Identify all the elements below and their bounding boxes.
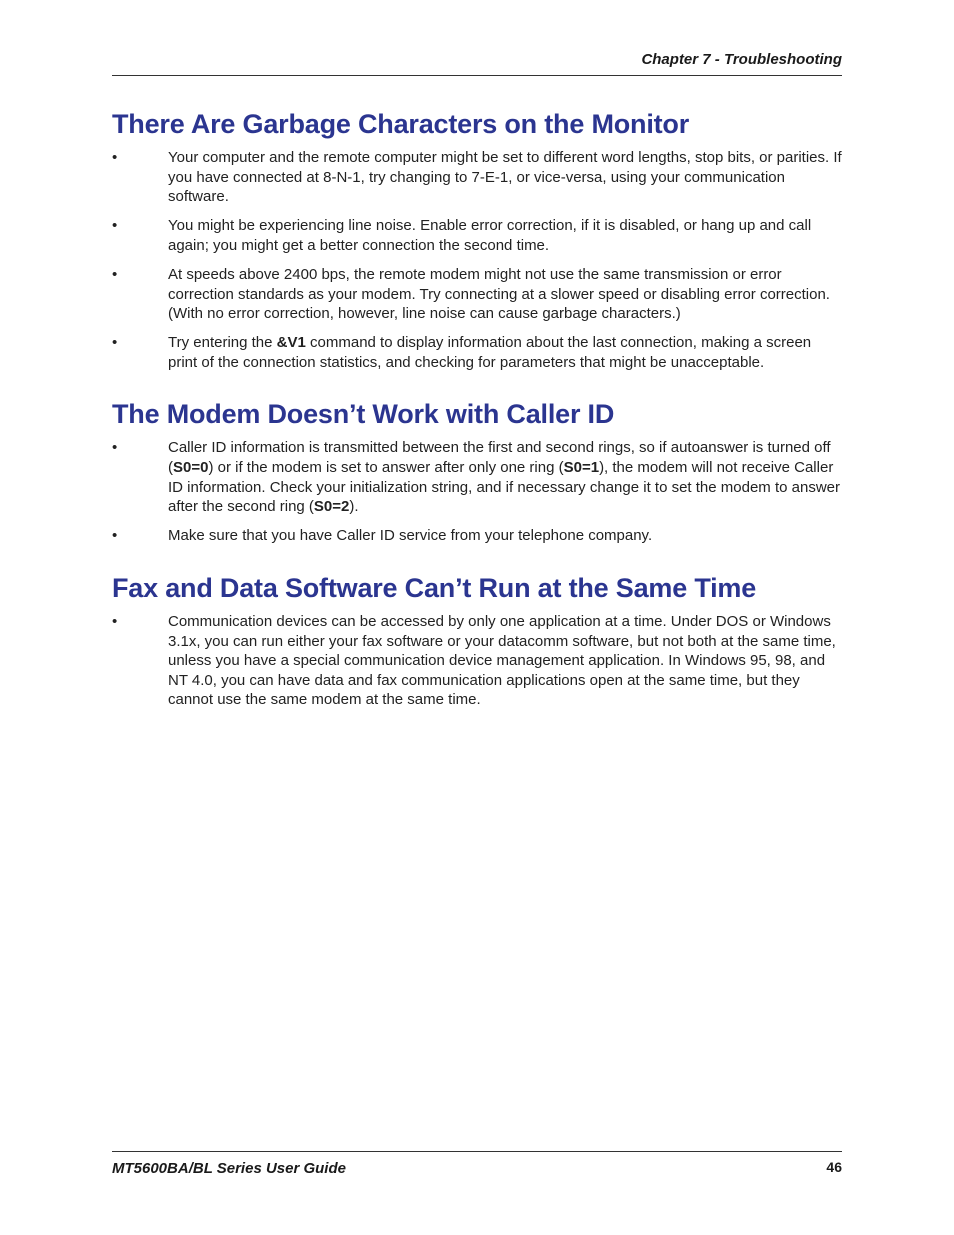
- body-text: Make sure that you have Caller ID service from your telephone company.: [168, 527, 653, 545]
- bullet-glyph: •: [112, 527, 118, 545]
- bullet-list: [112, 612, 842, 710]
- bullet-item: [112, 612, 842, 710]
- body-text: Communication devices can be accessed by only one application at a time. Under DOS or Windows 3.1x, you can run either your fax software or your datacomm software, but not both at the same time, unless you have a special communication device management application. In Windows 95, 98, and NT 4.0, you can have data and fax communication applications open at the same time, but they cannot use the same modem at the same time.: [168, 612, 836, 709]
- bullet-item: [112, 526, 842, 546]
- bullet-glyph: •: [112, 612, 118, 630]
- section-heading: The Modem Doesn’t Work with Caller ID: [112, 399, 615, 430]
- command-text: &V1: [276, 334, 306, 352]
- bullet-item: [112, 216, 842, 255]
- page-content: [112, 106, 842, 734]
- body-text: At speeds above 2400 bps, the remote modem might not use the same transmission or error correction standards as your modem. Try connecting at a slower speed or disabling error correction. (With no error correction, however, line noise can cause garbage characters.): [168, 265, 830, 323]
- bullet-glyph: •: [112, 217, 118, 235]
- bullet-glyph: •: [112, 439, 118, 457]
- body-text: command to display information about the last connection, making a screen print of the connection statistics, and checking for parameters that might be unacceptable.: [168, 334, 812, 371]
- bullet-list: [112, 148, 842, 372]
- bullet-item: [112, 265, 842, 324]
- bullet-item: [112, 148, 842, 207]
- bullet-glyph: •: [112, 265, 118, 283]
- bullet-glyph: •: [112, 334, 118, 352]
- body-text: Your computer and the remote computer might be set to different word lengths, stop bits, or parities. If you have connected at 8-N-1, try changing to 7-E-1, or vice-versa, using your communication software.: [168, 149, 842, 206]
- section-heading: There Are Garbage Characters on the Monitor: [112, 109, 690, 139]
- body-text: Try entering the: [168, 334, 277, 352]
- bullet-item: [112, 333, 842, 372]
- bullet-item: [112, 438, 842, 516]
- bullet-list: [112, 438, 842, 545]
- running-header: Chapter 7 - Troubleshooting: [641, 51, 842, 68]
- section-2: [112, 396, 842, 545]
- footer-guide-title: MT5600BA/BL Series User Guide: [112, 1160, 346, 1177]
- body-text: ) or if the modem is set to answer after only one ring (: [208, 459, 564, 477]
- section-3: [112, 570, 842, 710]
- body-text: ), the modem will not receive Caller ID information. Check your initialization string, and if necessary change it to set the modem to answer after the second ring (: [168, 459, 840, 516]
- footer-rule: [112, 1151, 842, 1152]
- bullet-glyph: •: [112, 149, 118, 166]
- section-heading: Fax and Data Software Can’t Run at the Same Time: [112, 572, 757, 603]
- body-text: ).: [349, 498, 359, 516]
- body-text: Caller ID information is transmitted between the first and second rings, so if autoanswer is turned off (: [168, 439, 831, 477]
- page-number: 46: [826, 1159, 842, 1175]
- command-text: S0=1: [563, 459, 600, 477]
- command-text: S0=2: [313, 498, 350, 516]
- section-1: [112, 106, 842, 372]
- command-text: S0=0: [173, 459, 209, 477]
- body-text: You might be experiencing line noise. Enable error correction, if it is disabled, or hang up and call again; you might get a better connection the second time.: [168, 217, 812, 254]
- header-rule: [112, 75, 842, 76]
